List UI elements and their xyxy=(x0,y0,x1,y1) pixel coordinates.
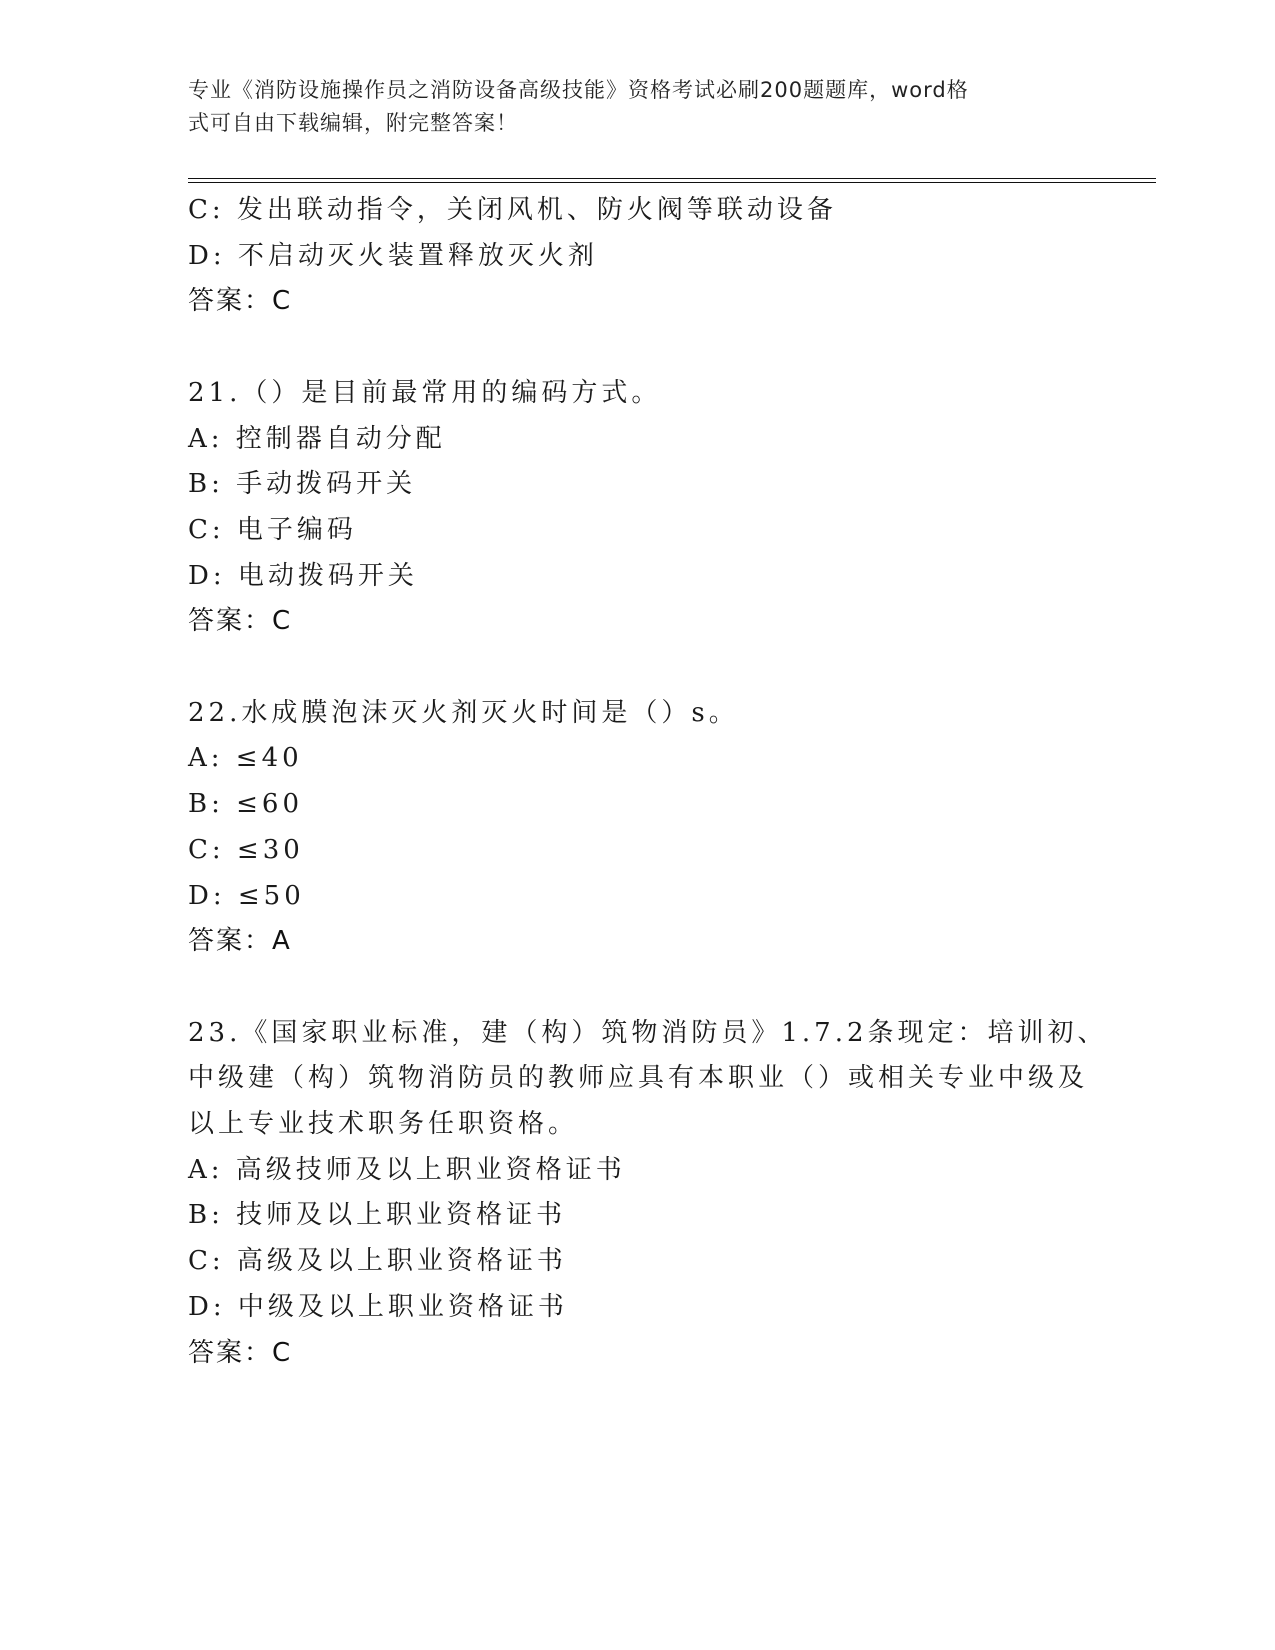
question-22 xyxy=(188,691,1088,965)
question-continuation xyxy=(188,188,1088,325)
option-d: D: 中级及以上职业资格证书 xyxy=(188,1291,568,1322)
header-divider-bottom xyxy=(188,182,1156,183)
option-a: A: 高级技师及以上职业资格证书 xyxy=(188,1154,626,1185)
question-stem: 21.（）是目前最常用的编码方式。 xyxy=(188,377,662,408)
option-d: D: ≤50 xyxy=(188,880,305,911)
option-c: C: ≤30 xyxy=(188,834,304,865)
header-divider-top xyxy=(188,178,1156,179)
option-b: B: 手动拨码开关 xyxy=(188,469,417,500)
header-line-2: 式可自由下载编辑，附完整答案！ xyxy=(188,111,518,135)
option-d: D: 电动拨码开关 xyxy=(188,560,418,591)
answer-line: 答案：C xyxy=(188,1337,293,1368)
option-c: C: 发出联动指令，关闭风机、防火阀等联动设备 xyxy=(188,195,837,225)
question-21 xyxy=(188,371,1088,645)
answer-line: 答案：C xyxy=(188,606,293,637)
question-stem-line-3: 以上专业技术职务任职资格。 xyxy=(188,1109,579,1140)
spacer xyxy=(188,965,1088,1011)
spacer xyxy=(188,645,1088,691)
option-a: A: 控制器自动分配 xyxy=(188,423,446,454)
option-a: A: ≤40 xyxy=(188,743,303,774)
question-23 xyxy=(188,1011,1108,1377)
answer-line: 答案：C xyxy=(188,286,293,317)
question-stem: 22.水成膜泡沫灭火剂灭火时间是（）s。 xyxy=(188,697,739,728)
question-list xyxy=(188,188,1108,1376)
option-b: B: 技师及以上职业资格证书 xyxy=(188,1200,567,1231)
answer-line: 答案：A xyxy=(188,926,292,957)
option-d: D: 不启动灭火装置释放灭火剂 xyxy=(188,240,598,271)
option-b: B: ≤60 xyxy=(188,789,303,820)
question-stem-line-2: 中级建（构）筑物消防员的教师应具有本职业（）或相关专业中级及 xyxy=(188,1063,1089,1094)
option-c: C: 高级及以上职业资格证书 xyxy=(188,1246,567,1277)
option-c: C: 电子编码 xyxy=(188,514,357,545)
spacer xyxy=(188,325,1088,371)
header-line-1: 专业《消防设施操作员之消防设备高级技能》资格考试必刷200题题库，word格 xyxy=(188,78,969,102)
document-header xyxy=(188,74,1068,140)
question-stem-line-1: 23.《国家职业标准，建（构）筑物消防员》1.7.2条现定：培训初、 xyxy=(188,1017,1108,1048)
